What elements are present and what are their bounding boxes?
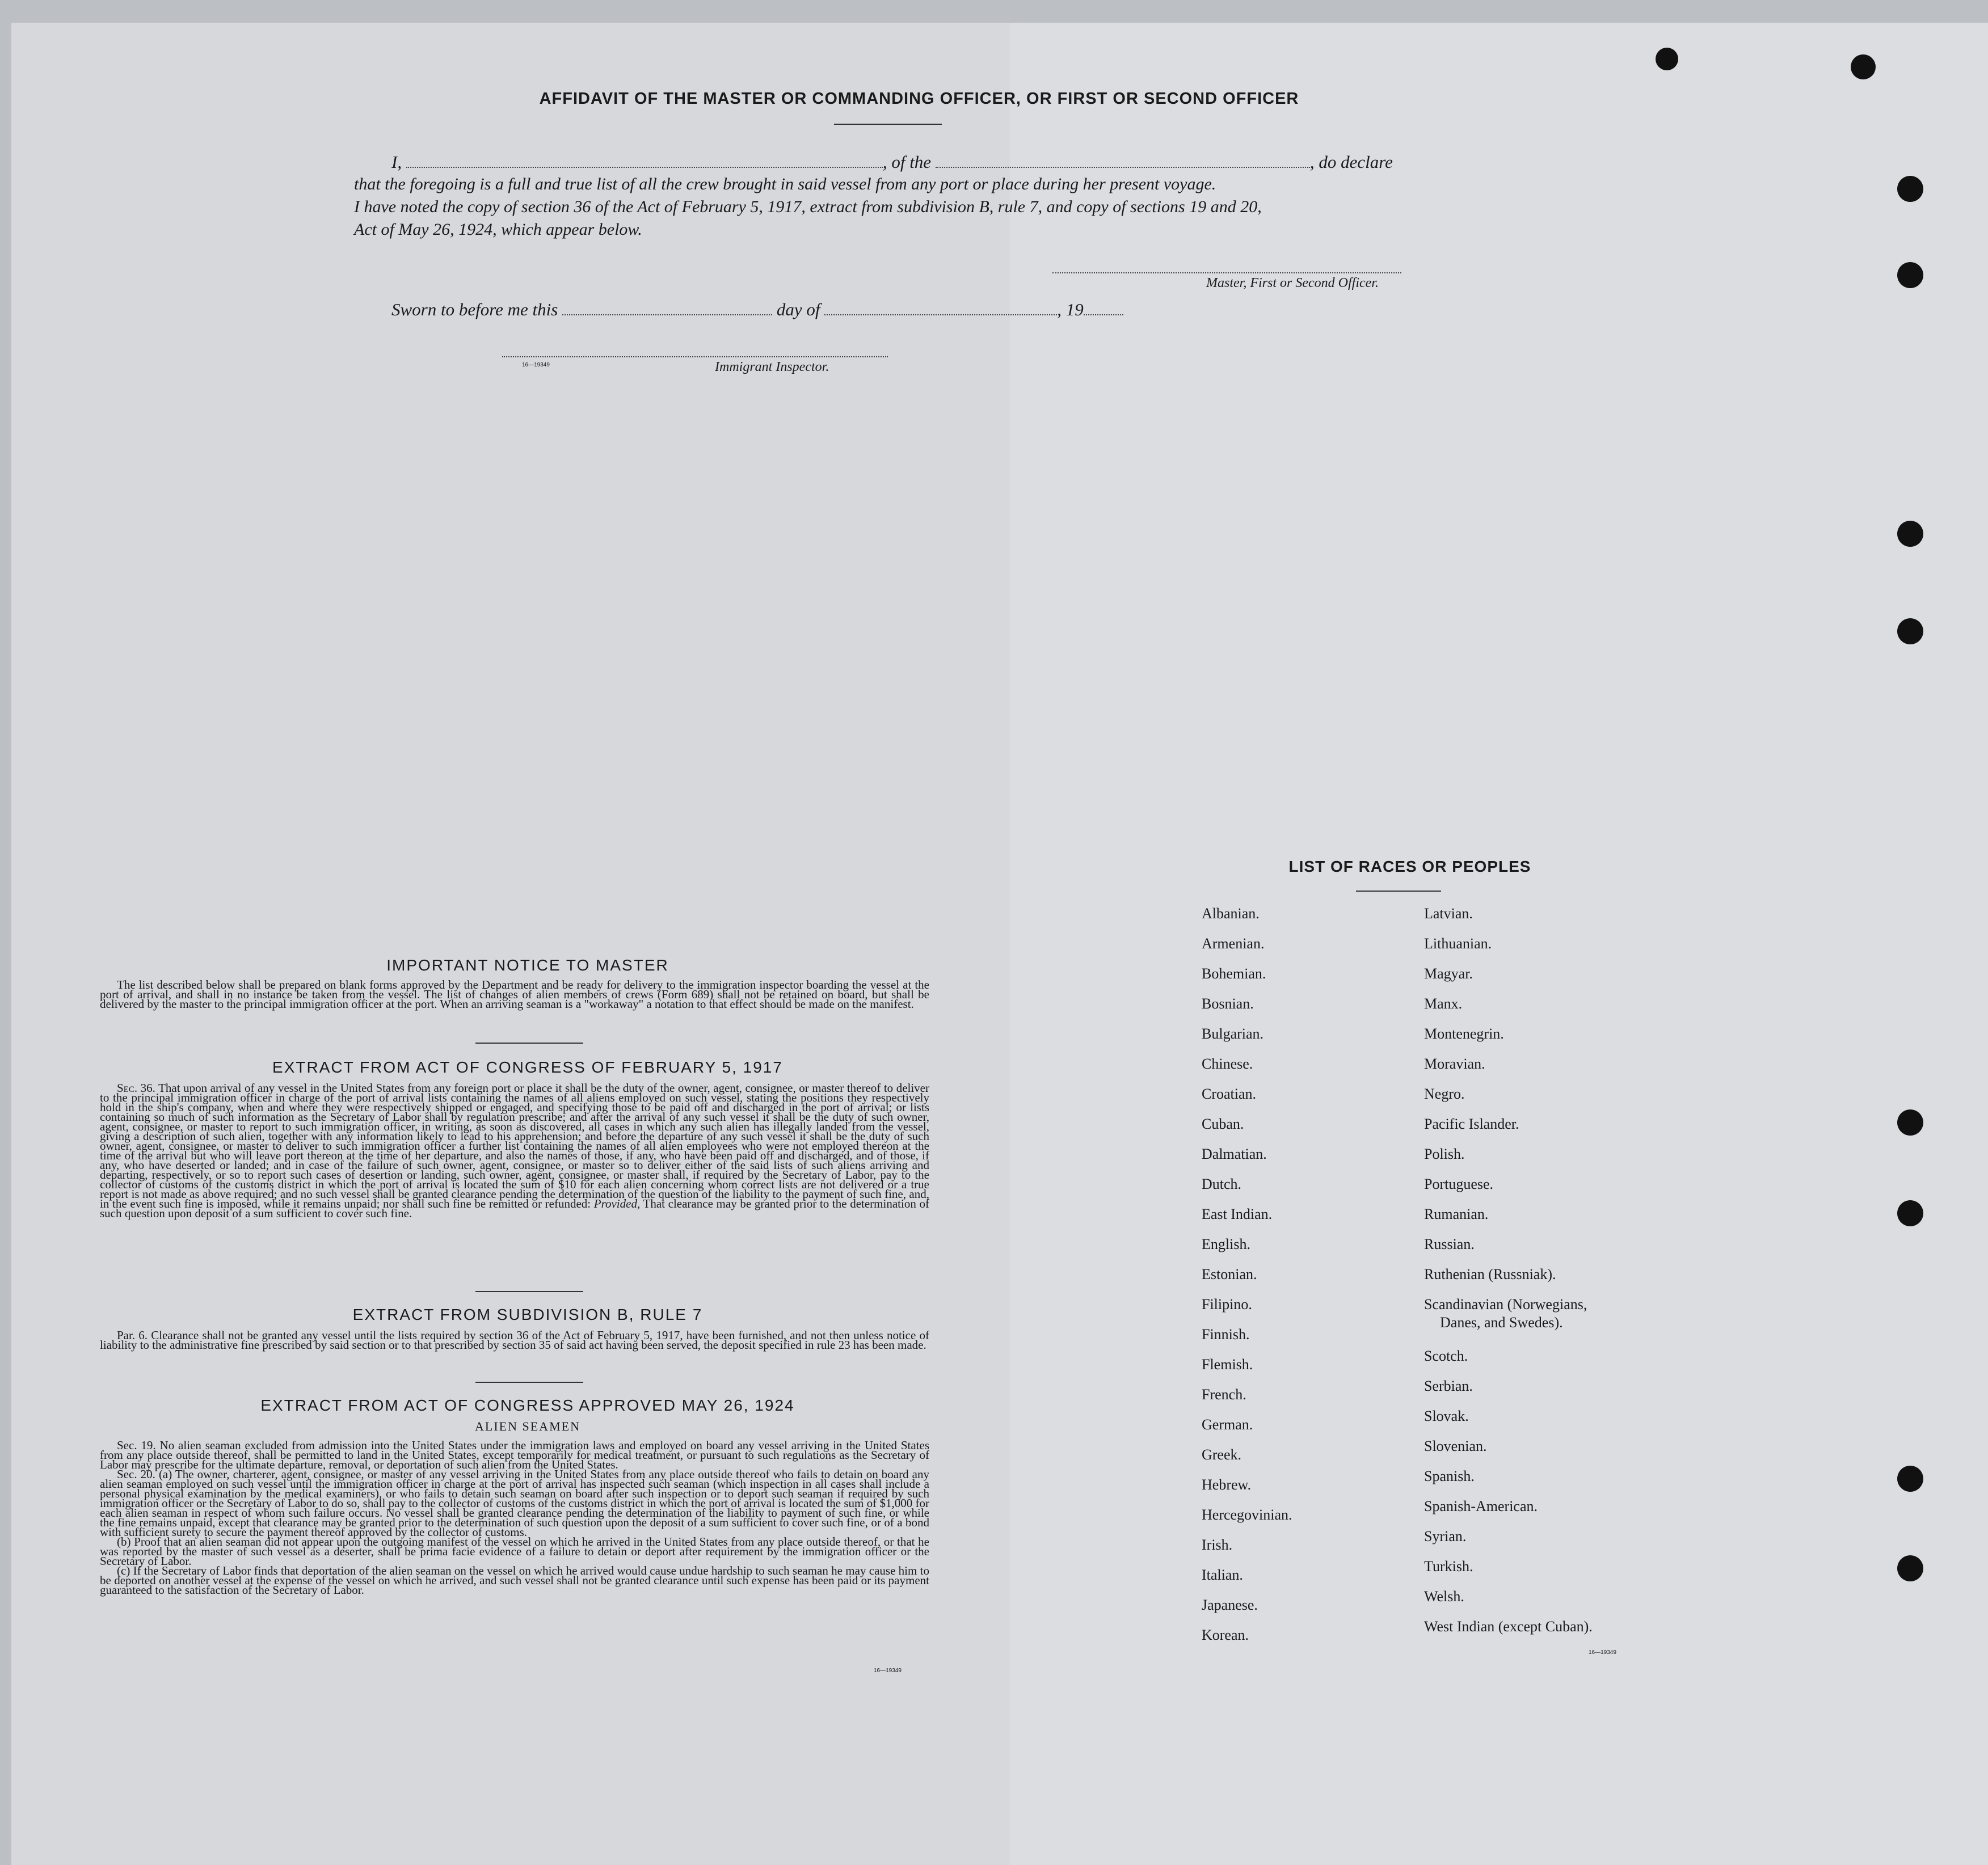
sec-20b-text: (b) Proof that an alien seaman did not appear upon the outgoing manifest of the vessel on which he arrived in the United States from any place outside thereof, or that he was reported by the master of such vessel as a deserter, shall be prima facie evidence of a failure to detain or deport after requirement by the immigration officer or the Secretary of Labor. bbox=[100, 1535, 929, 1568]
extract-1924-title: EXTRACT FROM ACT OF CONGRESS APPROVED MAY 26, 1924 bbox=[260, 1396, 795, 1414]
race-item: Estonian. bbox=[1202, 1266, 1257, 1282]
race-item: Russian. bbox=[1424, 1236, 1475, 1252]
sworn-line bbox=[391, 299, 1242, 320]
affidavit-line-3: I have noted the copy of section 36 of the Act of February 5, 1917, extract from subdivision B, rule 7, and copy of sections 19 and 20, bbox=[354, 197, 1262, 216]
race-item: Danes, and Swedes). bbox=[1440, 1314, 1563, 1331]
sec-20c-text: (c) If the Secretary of Labor finds that deportation of the alien seaman on the vessel on which he arrived would cause undue hardship to such seaman he may cause him to be deported on another vessel at the expense of the vessel on which he arrived, and such vessel shall not be granted clearance until such expense has been paid or its payment guaranteed to the satisfaction of the Secretary of Labor. bbox=[100, 1564, 929, 1597]
year-prefix-label: , 19 bbox=[1057, 299, 1084, 319]
race-item: Japanese. bbox=[1202, 1597, 1258, 1613]
inspector-signature-label: Immigrant Inspector. bbox=[715, 360, 829, 374]
races-title-divider bbox=[1356, 891, 1441, 892]
sec-36-label: Sec. 36. bbox=[117, 1081, 155, 1095]
notice-body bbox=[100, 980, 929, 1009]
race-item: Hercegovinian. bbox=[1202, 1507, 1292, 1523]
extract-form-number: 16—19349 bbox=[874, 1668, 902, 1674]
race-item: Bulgarian. bbox=[1202, 1026, 1264, 1042]
day-of-label: day of bbox=[776, 299, 820, 319]
race-item: Montenegrin. bbox=[1424, 1026, 1504, 1042]
notice-text: The list described below shall be prepared on blank forms approved by the Department and be ready for delivery to the immigration inspector boarding the vessel at the port of arrival, and shall in no instance be taken from the vessel. The list of changes of alien members of crews (Form 689) shall not be retained on board, but shall be delivered by the master to the principal immigration officer at the port. When an arriving seaman is a "workaway" a notation to that effect should be made on the manifest. bbox=[100, 978, 929, 1011]
punch-hole-icon bbox=[1897, 1466, 1923, 1492]
race-item: Moravian. bbox=[1424, 1056, 1485, 1072]
race-item: Hebrew. bbox=[1202, 1476, 1252, 1493]
punch-hole-icon bbox=[1656, 48, 1678, 70]
race-item: Croatian. bbox=[1202, 1086, 1257, 1102]
rule-7-title: EXTRACT FROM SUBDIVISION B, RULE 7 bbox=[352, 1306, 703, 1323]
race-item: Dutch. bbox=[1202, 1176, 1242, 1192]
race-item: Polish. bbox=[1424, 1146, 1465, 1162]
race-item: Manx. bbox=[1424, 995, 1463, 1012]
officer-signature-field[interactable] bbox=[1052, 272, 1401, 273]
sworn-day-field[interactable] bbox=[562, 314, 772, 315]
inspector-signature-field[interactable] bbox=[502, 356, 888, 357]
vessel-name-field[interactable] bbox=[936, 167, 1310, 168]
race-item: Serbian. bbox=[1424, 1378, 1473, 1394]
race-item: West Indian (except Cuban). bbox=[1424, 1618, 1593, 1635]
race-item: Scotch. bbox=[1424, 1348, 1468, 1364]
race-item: Armenian. bbox=[1202, 935, 1265, 952]
affidavit-title: AFFIDAVIT OF THE MASTER OR COMMANDING OFFICER, OR FIRST OR SECOND OFFICER bbox=[539, 90, 1299, 108]
race-item: Scandinavian (Norwegians, bbox=[1424, 1296, 1587, 1313]
rule-7-body bbox=[100, 1328, 929, 1352]
race-item: East Indian. bbox=[1202, 1206, 1273, 1222]
proviso-label: Provided, bbox=[593, 1197, 641, 1210]
race-item: Turkish. bbox=[1424, 1558, 1473, 1575]
race-item: Welsh. bbox=[1424, 1588, 1464, 1605]
sec-36-text-end: That clearance may be granted prior to the determination of such question upon deposit of a sum sufficient to cover such fine. bbox=[100, 1197, 929, 1220]
punch-hole-icon bbox=[1897, 176, 1923, 202]
punch-hole-icon bbox=[1897, 521, 1923, 547]
race-item: Slovenian. bbox=[1424, 1438, 1487, 1454]
race-item: Bohemian. bbox=[1202, 965, 1266, 982]
race-item: Rumanian. bbox=[1424, 1206, 1489, 1222]
vessel-label: , of the bbox=[882, 152, 932, 172]
race-item: Slovak. bbox=[1424, 1408, 1469, 1424]
race-item: Irish. bbox=[1202, 1537, 1233, 1553]
race-item: English. bbox=[1202, 1236, 1250, 1252]
race-item: Korean. bbox=[1202, 1627, 1249, 1643]
race-item: Italian. bbox=[1202, 1567, 1243, 1583]
sec-36-text: That upon arrival of any vessel in the United States from any foreign port or place it shall be the duty of the owner, agent, consignee, or master thereof to deliver to the principal immigration officer in charge of the port of arrival lists containing the names of all aliens employed on such vessel, stating the positions they respectively hold in the ship's company, when and where they were respectively shipped or engaged, and specifying those to be paid off and discharged in the port of arrival; or lists containing so much of such information as the Secretary of Labor shall by regulation prescribe; and after the arrival of any such vessel it shall be the duty of such owner, agent, consignee, or master to report to such immigration officer, in writing, as soon as discovered, all cases in which any such alien has illegally landed from the vessel, giving a description of such alien, together with any information likely to lead to his apprehension; and before the departure of any such vessel it shall be the duty of such owner, agent, consignee, or master to deliver to such immigration officer a further list containing the names of all alien employees who were not employed thereon at the time of the arrival but who will leave port thereon at the time of her departure, and also the names of those, if any, who have been paid off and discharged, and of those, if any, who have deserted or landed; and in case of the failure of such owner, agent, consignee, or master so to deliver either of the said lists of such aliens arriving and departing, respectively, or so to report such cases of desertion or landing, such owner, agent, consignee, or master shall, if required by the Secretary of Labor, pay to the collector of customs of the customs district in which the port of arrival is located the sum of $10 for each alien concerning whom correct lists are not delivered or a true report is not made as above required; and no such vessel shall be granted clearance pending the determination of the question of the liability to the payment of such fine, and, in the event such fine is imposed, while it remains unpaid; nor shall such fine be remitted or refunded: bbox=[100, 1081, 929, 1210]
affidavit-line-2: that the foregoing is a full and true list of all the crew brought in said vessel from any port or place during her present voyage. bbox=[354, 175, 1216, 193]
punch-hole-icon bbox=[1897, 1109, 1923, 1136]
race-item: Albanian. bbox=[1202, 905, 1260, 922]
punch-hole-icon bbox=[1897, 1555, 1923, 1581]
race-item: Bosnian. bbox=[1202, 995, 1254, 1012]
race-item: Latvian. bbox=[1424, 905, 1473, 922]
race-item: Dalmatian. bbox=[1202, 1146, 1267, 1162]
punch-hole-icon bbox=[1897, 1200, 1923, 1226]
race-item: Portuguese. bbox=[1424, 1176, 1494, 1192]
declare-label: , do declare bbox=[1309, 152, 1393, 172]
extract-1917-body bbox=[100, 1083, 929, 1218]
race-item: Chinese. bbox=[1202, 1056, 1253, 1072]
race-item: Filipino. bbox=[1202, 1296, 1252, 1313]
race-item: German. bbox=[1202, 1416, 1253, 1433]
punch-hole-icon bbox=[1897, 262, 1923, 288]
sworn-year-field[interactable] bbox=[1084, 314, 1123, 315]
extract-1924-body bbox=[100, 1438, 929, 1597]
title-divider bbox=[834, 124, 942, 125]
sworn-label: Sworn to before me this bbox=[391, 299, 558, 319]
affidavit-line-1 bbox=[391, 152, 1424, 172]
race-item: Negro. bbox=[1424, 1086, 1465, 1102]
race-item: French. bbox=[1202, 1386, 1246, 1403]
race-item: Magyar. bbox=[1424, 965, 1473, 982]
sec-20a-text: Sec. 20. (a) The owner, charterer, agent, consignee, or master of any vessel arriving in the United States from any place outside thereof who fails to detain on board any alien seaman employed on such vessel until the immigration officer in charge at the port of arrival has inspected such seaman (which inspection in all cases shall include a personal physical examination by the medical examiners), or who fails to detain such seaman on board after such inspection or to deport such seaman if required by such immigration officer or the Secretary of Labor to do so, shall pay to the collector of customs of the customs district in which the port of arrival is located the sum of $1,000 for each alien seaman in respect of whom such failure occurs. No vessel shall be granted clearance pending the determination of the liability to payment of such fine, or while the fine remains unpaid, except that clearance may be granted prior to the determination of such question upon the deposit of a sum sufficient to cover such fine, or of a bond with sufficient surety to secure the payment thereof approved by the collector of customs. bbox=[100, 1467, 929, 1539]
section-divider bbox=[475, 1382, 583, 1383]
sworn-month-field[interactable] bbox=[824, 314, 1057, 315]
race-item: Greek. bbox=[1202, 1446, 1242, 1463]
race-item: Syrian. bbox=[1424, 1528, 1467, 1545]
race-item: Flemish. bbox=[1202, 1356, 1253, 1373]
sec-19-text: Sec. 19. No alien seaman excluded from admission into the United States under the immigration laws and employed on board any vessel arriving in the United States from any place outside thereof, shall be permitted to land in the United States, except temporarily for medical treatment, or pursuant to such regulations as the Secretary of Labor may prescribe for the ultimate departure, removal, or deportation of such alien from the United States. bbox=[100, 1438, 929, 1471]
race-item: Spanish-American. bbox=[1424, 1498, 1538, 1514]
race-item: Cuban. bbox=[1202, 1116, 1244, 1132]
race-item: Lithuanian. bbox=[1424, 935, 1492, 952]
officer-signature-label: Master, First or Second Officer. bbox=[1206, 276, 1379, 290]
notice-title: IMPORTANT NOTICE TO MASTER bbox=[386, 956, 669, 974]
declarant-name-field[interactable] bbox=[406, 167, 883, 168]
affidavit-form-number: 16—19349 bbox=[522, 362, 550, 368]
races-form-number: 16—19349 bbox=[1589, 1649, 1616, 1656]
section-divider bbox=[475, 1043, 583, 1044]
extract-1917-title: EXTRACT FROM ACT OF CONGRESS OF FEBRUARY 5, 1917 bbox=[272, 1058, 783, 1076]
punch-hole-icon bbox=[1897, 618, 1923, 644]
races-title: LIST OF RACES OR PEOPLES bbox=[1288, 858, 1531, 875]
alien-seamen-subtitle: ALIEN SEAMEN bbox=[475, 1419, 580, 1433]
race-item: Ruthenian (Russniak). bbox=[1424, 1266, 1556, 1282]
affidavit-line-4: Act of May 26, 1924, which appear below. bbox=[354, 220, 642, 239]
punch-hole-icon bbox=[1851, 54, 1876, 79]
race-item: Pacific Islander. bbox=[1424, 1116, 1519, 1132]
rule-7-text: Par. 6. Clearance shall not be granted any vessel until the lists required by section 36 of the Act of February 5, 1917, have been furnished, and not then unless notice of liability to the administrative fine prescribed by said section or to that prescribed by section 35 of said act having been served, the deposit specified in rule 23 has been made. bbox=[100, 1328, 929, 1352]
section-divider bbox=[475, 1291, 583, 1292]
race-item: Spanish. bbox=[1424, 1468, 1475, 1484]
declarant-label: I, bbox=[391, 152, 402, 172]
race-item: Finnish. bbox=[1202, 1326, 1250, 1343]
